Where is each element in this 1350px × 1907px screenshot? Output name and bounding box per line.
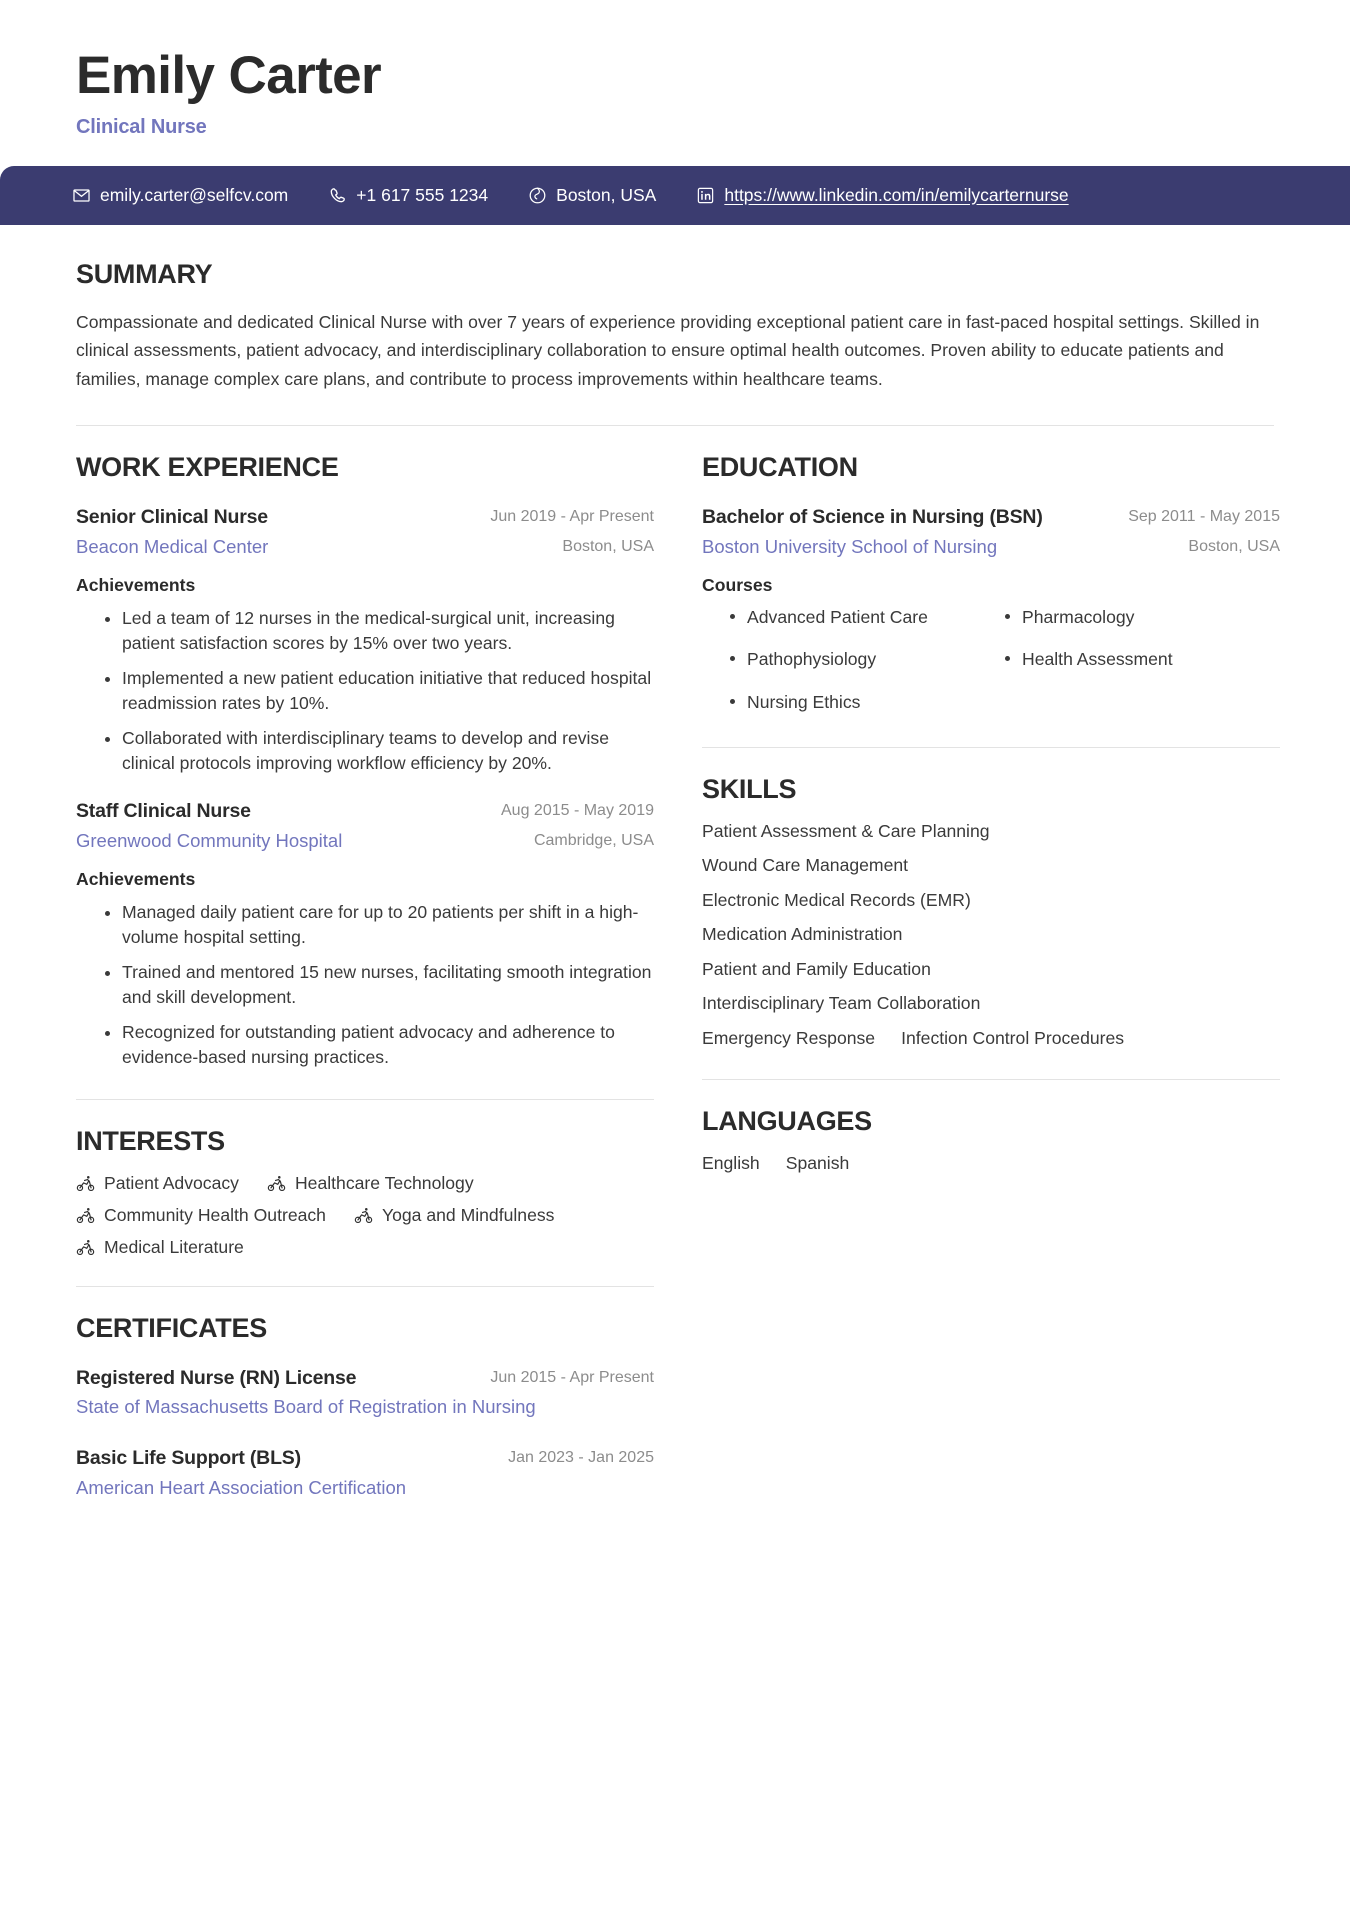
achievements-list <box>76 606 654 777</box>
summary-text: Compassionate and dedicated Clinical Nurse with over 7 years of experience providing exceptional patient care in fast-paced hospital settings. Skilled in clinical assessments, patient advocacy, and interdisciplinary collaboration to ensure optimal health outcomes. Proven ability to educate patients and families, manage complex care plans, and contribute to process improvements within healthcare teams. <box>76 311 1260 389</box>
education-dates: Sep 2011 - May 2015 <box>1128 508 1280 526</box>
contact-phone[interactable] <box>328 185 488 206</box>
course-item <box>730 647 1005 672</box>
contact-bar <box>0 166 1350 225</box>
contact-phone-text: +1 617 555 1234 <box>356 184 489 205</box>
skill-item: Wound Care Management <box>702 855 909 876</box>
linkedin-icon <box>696 186 715 205</box>
language-item: English <box>702 1153 760 1174</box>
left-column <box>76 452 654 1501</box>
education-skills-divider <box>702 747 1280 748</box>
bullet-dot <box>1005 614 1010 619</box>
certificate-name: Registered Nurse (RN) License <box>76 1366 357 1389</box>
languages-section <box>702 1106 1280 1177</box>
resume-body <box>0 225 1350 1501</box>
interest-label: Medical Literature <box>104 1236 244 1257</box>
email-icon <box>72 186 91 205</box>
courses-list <box>702 605 1280 733</box>
interests-section <box>76 1126 654 1258</box>
interest-item <box>354 1205 554 1226</box>
skills-list <box>702 819 1280 1052</box>
cyclist-icon <box>76 1206 95 1225</box>
location-icon <box>528 186 547 205</box>
course-item <box>730 605 1005 630</box>
achievements-label: Achievements <box>76 574 196 595</box>
job-organization: Greenwood Community Hospital <box>76 829 343 851</box>
interest-item <box>76 1173 239 1194</box>
language-item: Spanish <box>785 1153 850 1174</box>
summary-section <box>76 225 1274 394</box>
interests-heading: INTERESTS <box>76 1125 225 1156</box>
skills-section <box>702 774 1280 1052</box>
skills-heading: SKILLS <box>702 773 797 804</box>
certificate-entry <box>76 1446 654 1501</box>
skill-item: Interdisciplinary Team Collaboration <box>702 993 981 1014</box>
skills-languages-divider <box>702 1079 1280 1080</box>
course-item <box>1005 605 1280 630</box>
cyclist-icon <box>76 1238 95 1257</box>
course-label: Nursing Ethics <box>747 692 861 713</box>
work-entry <box>76 505 654 777</box>
skill-item: Medication Administration <box>702 924 903 945</box>
cyclist-icon <box>267 1174 286 1193</box>
course-label: Health Assessment <box>1022 649 1173 670</box>
bullet-dot <box>1005 656 1010 661</box>
skill-item: Infection Control Procedures <box>901 1027 1125 1048</box>
interest-item <box>267 1173 474 1194</box>
contact-location-text: Boston, USA <box>556 184 657 205</box>
job-dates: Jun 2019 - Apr Present <box>490 508 654 526</box>
achievement-item: • Recognized for outstanding patient advocacy and adherence to evidence-based nursing practices. <box>122 1020 654 1071</box>
achievement-item: • Led a team of 12 nurses in the medical-surgical unit, increasing patient satisfaction scores by 15% over two years. <box>122 606 654 657</box>
education-location: Boston, USA <box>1188 537 1280 555</box>
certificate-issuer: American Heart Association Certification <box>76 1476 407 1498</box>
job-title: Senior Clinical Nurse <box>76 506 268 529</box>
certificates-heading: CERTIFICATES <box>76 1312 267 1343</box>
phone-icon <box>328 186 347 205</box>
interest-label: Community Health Outreach <box>104 1204 326 1225</box>
interests-certificates-divider <box>76 1286 654 1287</box>
course-item <box>1005 647 1280 672</box>
certificates-section <box>76 1313 654 1501</box>
course-label: Advanced Patient Care <box>747 606 928 627</box>
languages-heading: LANGUAGES <box>702 1106 872 1137</box>
certificate-entry <box>76 1366 654 1421</box>
job-location: Cambridge, USA <box>533 831 654 849</box>
interest-label: Healthcare Technology <box>294 1172 474 1193</box>
achievement-item: • Implemented a new patient education initiative that reduced hospital readmission rates by 10%. <box>122 666 654 717</box>
skill-item: Emergency Response <box>702 1027 876 1048</box>
resume-header <box>0 0 1350 139</box>
achievements-label: Achievements <box>76 868 196 889</box>
certificate-dates: Jan 2023 - Jan 2025 <box>508 1449 654 1467</box>
job-location: Boston, USA <box>562 537 654 555</box>
contact-email[interactable] <box>72 185 288 206</box>
two-column-layout <box>76 426 1280 1501</box>
work-experience-heading: WORK EXPERIENCE <box>76 452 339 483</box>
interest-label: Yoga and Mindfulness <box>381 1204 555 1225</box>
courses-label: Courses <box>702 574 773 595</box>
contact-location[interactable] <box>528 185 656 206</box>
interest-label: Patient Advocacy <box>104 1172 239 1193</box>
education-heading: EDUCATION <box>702 452 858 483</box>
contact-email-text: emily.carter@selfcv.com <box>100 184 289 205</box>
interest-item <box>76 1237 244 1258</box>
work-interests-divider <box>76 1099 654 1100</box>
education-entry <box>702 505 1280 733</box>
certificate-name: Basic Life Support (BLS) <box>76 1447 301 1470</box>
school-name: Boston University School of Nursing <box>702 535 998 557</box>
work-experience-section <box>76 452 654 1070</box>
achievement-item: • Trained and mentored 15 new nurses, facilitating smooth integration and skill development. <box>122 960 654 1011</box>
course-label: Pathophysiology <box>747 649 877 670</box>
job-dates: Aug 2015 - May 2019 <box>501 801 654 819</box>
achievements-list <box>76 900 654 1071</box>
job-title: Staff Clinical Nurse <box>76 799 251 822</box>
bullet-dot <box>730 699 735 704</box>
contact-linkedin[interactable] <box>696 185 1068 206</box>
certificate-dates: Jun 2015 - Apr Present <box>490 1368 654 1386</box>
skill-item: Patient and Family Education <box>702 958 931 979</box>
contact-linkedin-text[interactable]: https://www.linkedin.com/in/emilycarternurse <box>724 184 1069 205</box>
work-entry <box>76 799 654 1071</box>
certificate-issuer: State of Massachusetts Board of Registration in Nursing <box>76 1396 536 1418</box>
candidate-role: Clinical Nurse <box>76 115 207 138</box>
bullet-dot <box>730 614 735 619</box>
interest-item <box>76 1205 326 1226</box>
skill-item: Patient Assessment & Care Planning <box>702 820 990 841</box>
interests-list <box>76 1173 636 1258</box>
course-label: Pharmacology <box>1022 606 1135 627</box>
candidate-name: Emily Carter <box>76 46 382 105</box>
cyclist-icon <box>76 1174 95 1193</box>
job-organization: Beacon Medical Center <box>76 535 269 557</box>
summary-heading: SUMMARY <box>76 258 213 289</box>
achievement-item: • Collaborated with interdisciplinary teams to develop and revise clinical protocols improving workflow efficiency by 20%. <box>122 726 654 777</box>
languages-list <box>702 1151 1280 1177</box>
achievement-item: • Managed daily patient care for up to 20 patients per shift in a high-volume hospital setting. <box>122 900 654 951</box>
course-item <box>730 690 1005 715</box>
degree-title: Bachelor of Science in Nursing (BSN) <box>702 506 1043 529</box>
skill-item: Electronic Medical Records (EMR) <box>702 889 971 910</box>
bullet-dot <box>730 656 735 661</box>
education-section <box>702 452 1280 733</box>
cyclist-icon <box>354 1206 373 1225</box>
right-column <box>702 452 1280 1177</box>
